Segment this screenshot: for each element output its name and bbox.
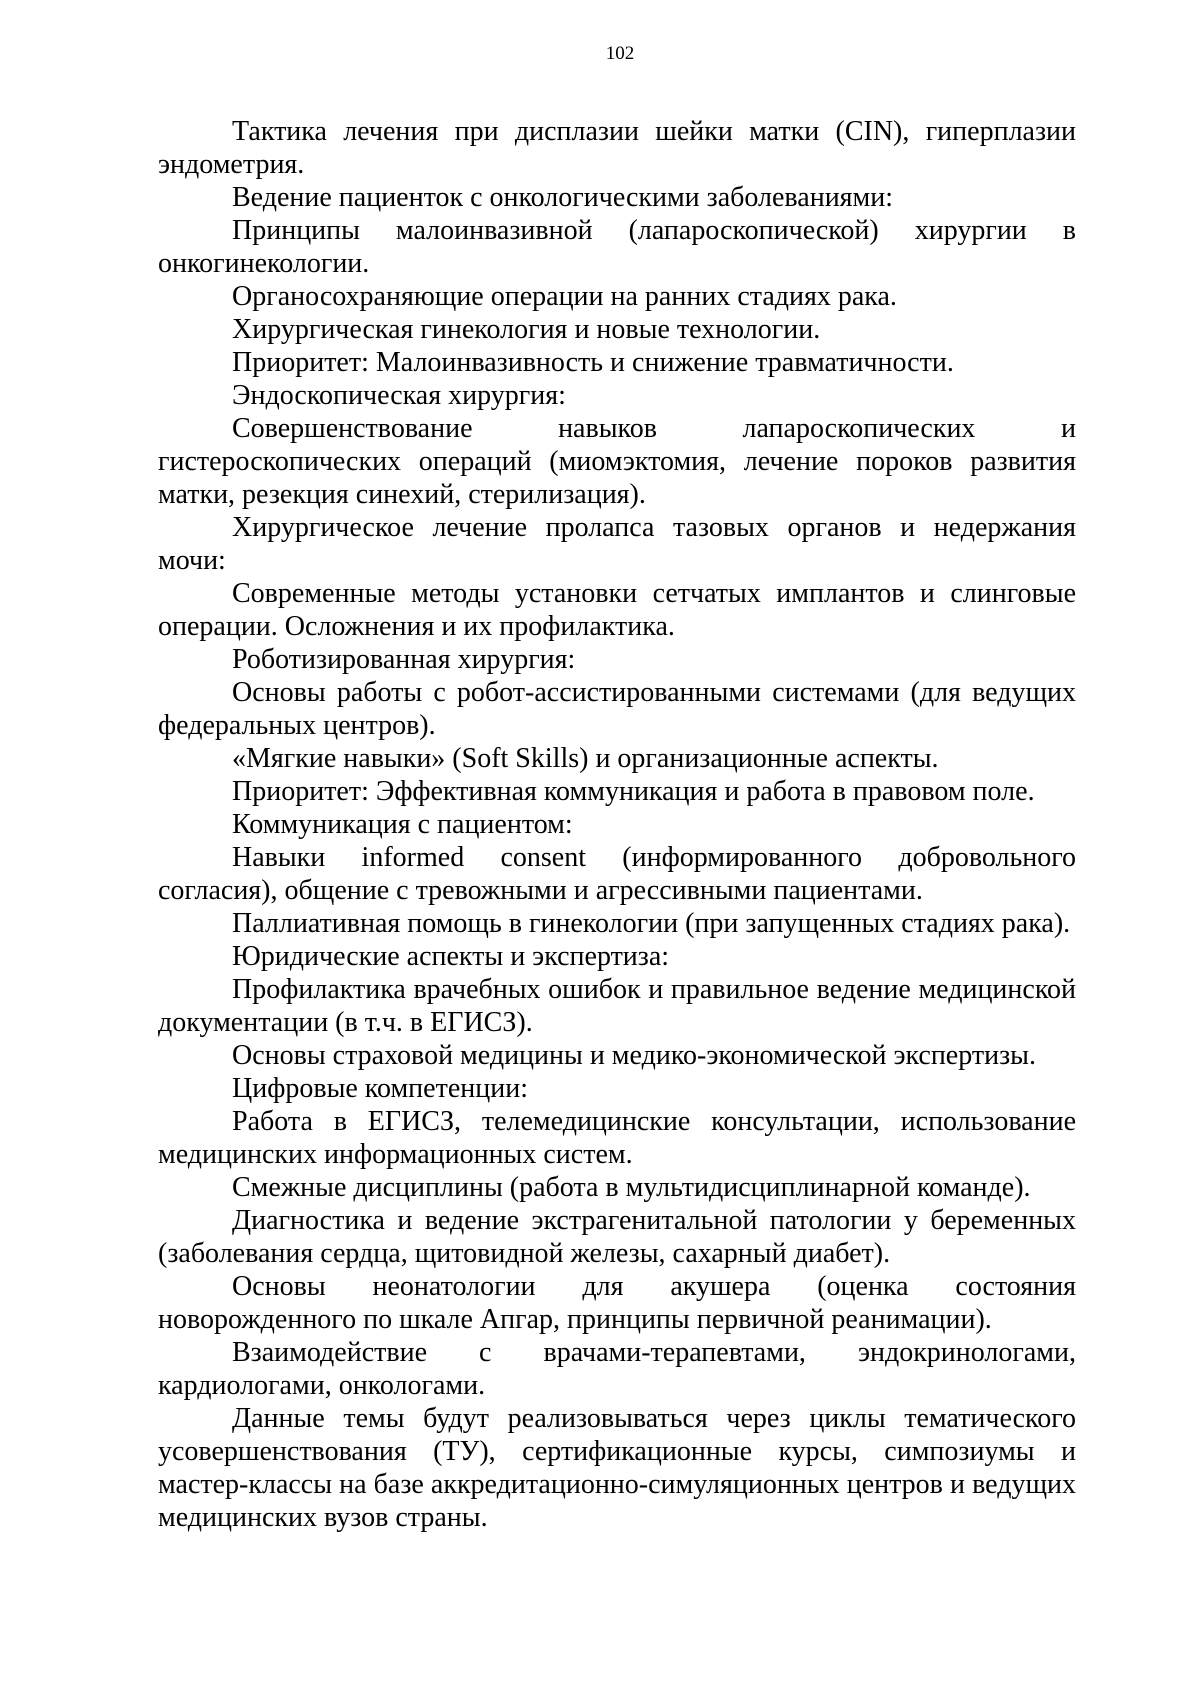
paragraph: Принципы малоинвазивной (лапароскопической) хирургии в онкогинекологии. [158,215,1076,279]
paragraph: Приоритет: Эффективная коммуникация и работа в правовом поле. [232,776,1035,807]
paragraph: Работа в ЕГИСЗ, телемедицинские консультации, использование медицинских информационных систем. [158,1106,1076,1170]
paragraph: Приоритет: Малоинвазивность и снижение травматичности. [232,347,954,378]
paragraph: Основы работы с робот-ассистированными системами (для ведущих федеральных центров). [158,677,1076,741]
paragraph: Совершенствование навыков лапароскопических и гистероскопических операций (миомэктомия, лечение пороков развития матки, резекция синехий, стерилизация). [158,413,1076,510]
paragraph: Хирургическая гинекология и новые технологии. [232,314,821,345]
paragraph: Юридические аспекты и экспертиза: [232,941,670,972]
paragraph: Основы неонатологии для акушера (оценка состояния новорожденного по шкале Апгар, принципы первичной реанимации). [158,1271,1076,1335]
paragraph: Профилактика врачебных ошибок и правильное ведение медицинской документации (в т.ч. в ЕГИСЗ). [158,974,1076,1038]
paragraph: Роботизированная хирургия: [232,644,576,675]
paragraph: Ведение пациенток с онкологическими заболеваниями: [232,182,894,213]
paragraph: Взаимодействие с врачами-терапевтами, эндокринологами, кардиологами, онкологами. [158,1337,1076,1401]
paragraph: Коммуникация с пациентом: [232,809,573,840]
paragraph: Данные темы будут реализовываться через циклы тематического усовершенствования (ТУ), сертификационные курсы, симпозиумы и мастер-классы на базе аккредитационно-симуляционных центров и ведущих медицинских вузов страны. [158,1403,1076,1533]
paragraph: Современные методы установки сетчатых имплантов и слинговые операции. Осложнения и их профилактика. [158,578,1076,642]
paragraph: Основы страховой медицины и медико-экономической экспертизы. [232,1040,1036,1071]
paragraph: Тактика лечения при дисплазии шейки матки (CIN), гиперплазии эндометрия. [158,116,1076,180]
document-body [158,115,1076,1534]
paragraph: Диагностика и ведение экстрагенитальной патологии у беременных (заболевания сердца, щитовидной железы, сахарный диабет). [158,1205,1076,1269]
paragraph: Смежные дисциплины (работа в мультидисциплинарной команде). [232,1172,1031,1203]
paragraph: Хирургическое лечение пролапса тазовых органов и недержания мочи: [158,512,1076,576]
paragraph: Эндоскопическая хирургия: [232,380,566,411]
page-number: 102 [605,43,635,64]
paragraph: Навыки informed consent (информированного добровольного согласия), общение с тревожными и агрессивными пациентами. [158,842,1076,906]
paragraph: Паллиативная помощь в гинекологии (при запущенных стадиях рака). [232,908,1071,939]
paragraph: Цифровые компетенции: [232,1073,528,1104]
paragraph: Органосохраняющие операции на ранних стадиях рака. [232,281,897,312]
paragraph: «Мягкие навыки» (Soft Skills) и организационные аспекты. [232,743,939,774]
